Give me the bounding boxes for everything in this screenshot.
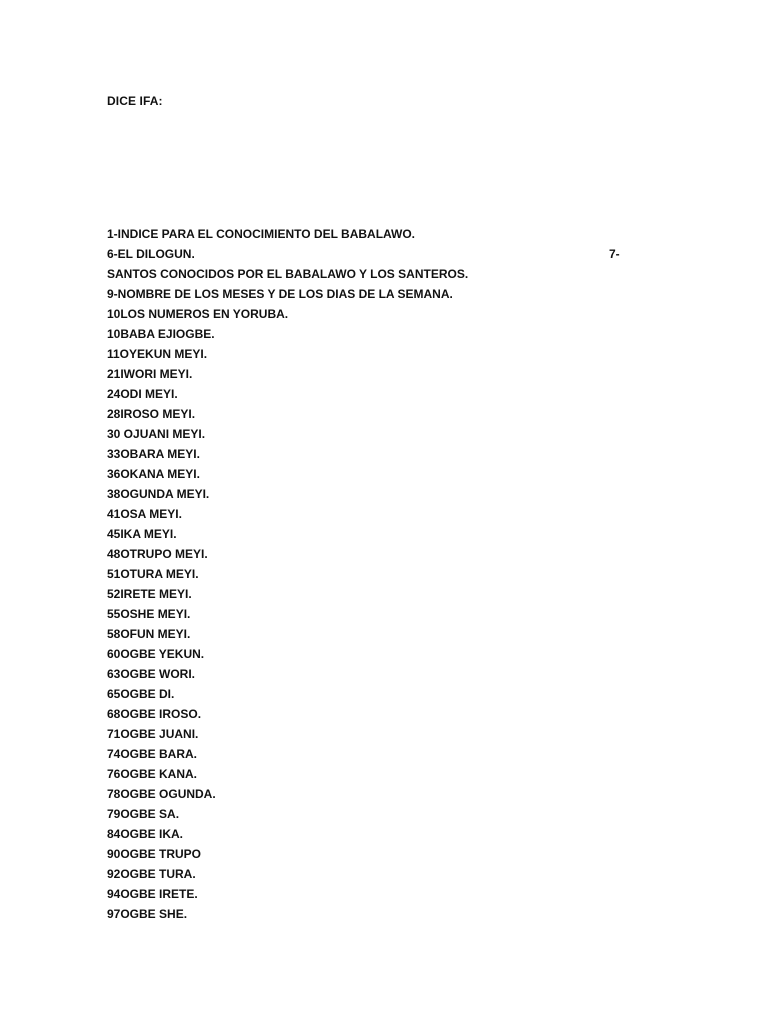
index-line: [107, 304, 627, 324]
index-line-text: 63OGBE WORI.: [107, 667, 196, 681]
index-line: [107, 324, 627, 344]
index-line: [107, 864, 627, 884]
index-line-text: 92OGBE TURA.: [107, 867, 196, 881]
index-line-text: 84OGBE IKA.: [107, 827, 184, 841]
index-line: [107, 404, 627, 424]
index-list: [107, 224, 627, 924]
index-line: [107, 424, 627, 444]
index-line-text: 6-EL DILOGUN.: [107, 247, 195, 261]
index-line-text: 28IROSO MEYI.: [107, 407, 196, 421]
index-line: [107, 484, 627, 504]
index-line-text: SANTOS CONOCIDOS POR EL BABALAWO Y LOS SANTEROS.: [107, 267, 469, 281]
index-line: [107, 444, 627, 464]
index-line: [107, 544, 627, 564]
index-line-text: 36OKANA MEYI.: [107, 467, 200, 481]
index-line-text: 38OGUNDA MEYI.: [107, 487, 210, 501]
index-line-text: 78OGBE OGUNDA.: [107, 787, 216, 801]
index-line: [107, 504, 627, 524]
index-line: [107, 684, 627, 704]
index-line: [107, 604, 627, 624]
index-line-text: 52IRETE MEYI.: [107, 587, 192, 601]
index-line-text: 76OGBE KANA.: [107, 767, 198, 781]
index-line: [107, 584, 627, 604]
index-line-text: 33OBARA MEYI.: [107, 447, 200, 461]
index-line: [107, 284, 627, 304]
index-line: [107, 384, 627, 404]
index-line: [107, 364, 627, 384]
index-line-text: 30 OJUANI MEYI.: [107, 427, 206, 441]
index-line: [107, 344, 627, 364]
index-line: [107, 784, 627, 804]
index-line-text: 79OGBE SA.: [107, 807, 180, 821]
index-line-text: 94OGBE IRETE.: [107, 887, 198, 901]
index-line-text: 10BABA EJIOGBE.: [107, 327, 215, 341]
index-line-text: 48OTRUPO MEYI.: [107, 547, 208, 561]
index-line: [107, 244, 627, 264]
index-line: [107, 264, 627, 284]
index-line: [107, 724, 627, 744]
index-line-text: 65OGBE DI.: [107, 687, 175, 701]
index-line-text: 58OFUN MEYI.: [107, 627, 191, 641]
index-line: [107, 764, 627, 784]
index-line: [107, 464, 627, 484]
document-heading: DICE IFA:: [107, 94, 163, 108]
index-line-text: 45IKA MEYI.: [107, 527, 177, 541]
index-line: [107, 524, 627, 544]
index-line-text: 97OGBE SHE.: [107, 907, 188, 921]
index-line-trailing-text: 7-: [609, 247, 620, 261]
index-line: [107, 884, 627, 904]
index-line-text: 24ODI MEYI.: [107, 387, 178, 401]
index-line: [107, 904, 627, 924]
index-line: [107, 624, 627, 644]
index-line-text: 55OSHE MEYI.: [107, 607, 191, 621]
index-line: [107, 644, 627, 664]
index-line-text: 51OTURA MEYI.: [107, 567, 199, 581]
index-line-text: 41OSA MEYI.: [107, 507, 182, 521]
index-line-text: 90OGBE TRUPO: [107, 847, 202, 861]
index-line-text: 68OGBE IROSO.: [107, 707, 202, 721]
index-line: [107, 824, 627, 844]
index-line: [107, 704, 627, 724]
index-line-text: 71OGBE JUANI.: [107, 727, 199, 741]
index-line-text: 11OYEKUN MEYI.: [107, 347, 208, 361]
index-line-text: 74OGBE BARA.: [107, 747, 198, 761]
index-line-text: 21IWORI MEYI.: [107, 367, 193, 381]
index-line-text: 9-NOMBRE DE LOS MESES Y DE LOS DIAS DE LA SEMANA.: [107, 287, 453, 301]
index-line-text: 60OGBE YEKUN.: [107, 647, 205, 661]
index-line: [107, 744, 627, 764]
index-line: [107, 224, 627, 244]
index-line: [107, 844, 627, 864]
index-line-text: 1-INDICE PARA EL CONOCIMIENTO DEL BABALAWO.: [107, 227, 416, 241]
index-line: [107, 564, 627, 584]
index-line-text: 10LOS NUMEROS EN YORUBA.: [107, 307, 289, 321]
index-line: [107, 804, 627, 824]
index-line: [107, 664, 627, 684]
